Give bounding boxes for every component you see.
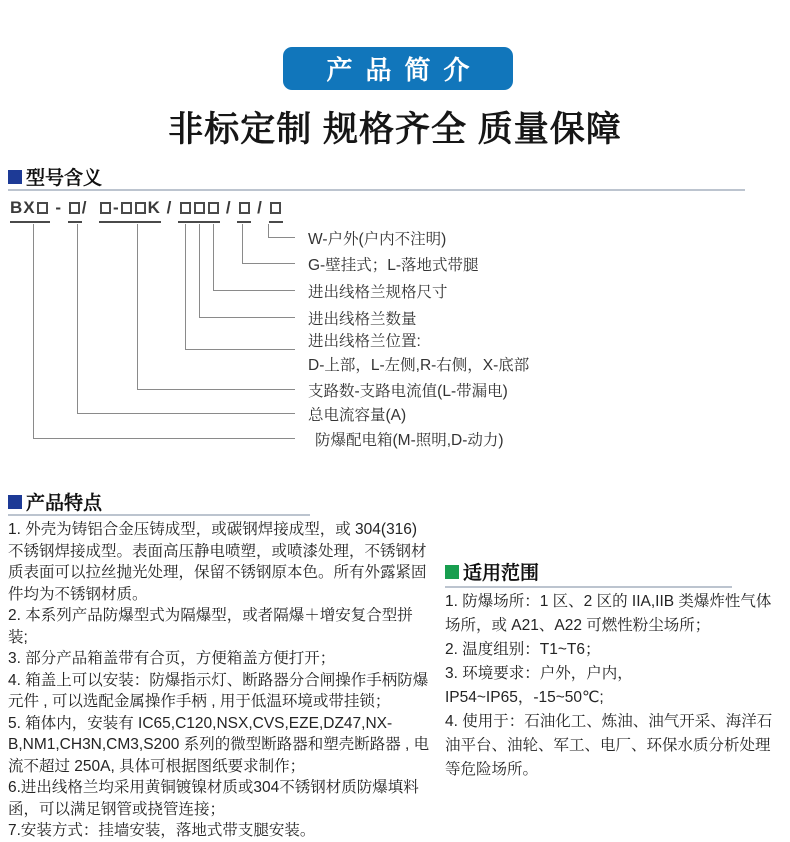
section-divider-features	[8, 514, 310, 516]
feature-item: 3. 部分产品箱盖带有合页，方便箱盖方便打开；	[8, 650, 336, 667]
section-heading-features: 产品特点	[26, 493, 103, 514]
connector-line	[137, 224, 138, 389]
connector-line	[185, 349, 295, 350]
page-title: 非标定制 规格齐全 质量保障	[168, 110, 622, 149]
scope-item: 2. 温度组别：T1~T6；	[445, 641, 601, 658]
scope-list	[445, 590, 777, 782]
model-label-gland-size: 进出线格兰规格尺寸	[308, 284, 448, 301]
scope-item: 3. 环境要求：户外，户内，IP54~IP65，-15~50℃;	[445, 665, 633, 706]
connector-line	[242, 263, 295, 264]
connector-line	[213, 290, 295, 291]
model-label-box-type: 防爆配电箱(M-照明,D-动力)	[315, 432, 504, 449]
navy-square-bullet-icon	[8, 495, 22, 509]
connector-line	[199, 317, 295, 318]
model-label-branch: 支路数-支路电流值(L-带漏电)	[308, 383, 508, 400]
model-label-gland-position: 进出线格兰位置:	[308, 333, 421, 350]
connector-line	[268, 224, 269, 237]
connector-line	[33, 438, 295, 439]
model-code: BX - / - K / / /	[10, 198, 283, 223]
connector-line	[242, 224, 243, 263]
feature-item: 5. 箱体内，安装有 IC65,C120,NSX,CVS,EZE,DZ47,NX-B,NM1,CH3N,CM3,S200 系列的微型断路器和塑壳断路器 , 电流不超过 250A, 具体可根据图纸要求制作；	[8, 714, 430, 775]
feature-item: 4. 箱盖上可以安装：防爆指示灯、断路器分合闸操作手柄防爆元件 , 可以选配金属操作手柄 , 用于低温环境或带挂锁；	[8, 671, 429, 710]
section-heading-scope: 适用范围	[463, 563, 540, 584]
green-square-bullet-icon	[445, 565, 459, 579]
feature-item: 2. 本系列产品防爆型式为隔爆型，或者隔爆＋增安复合型拼装;	[8, 607, 413, 646]
connector-line	[268, 237, 295, 238]
connector-line	[77, 413, 295, 414]
feature-item: 6.进出线格兰均采用黄铜镀镍材质或304不锈钢材质防爆填料函，可以满足钢管或挠管连接；	[8, 779, 419, 818]
model-label-gland-position-codes: D-上部，L-左侧,R-右侧，X-底部	[308, 357, 530, 374]
connector-line	[33, 224, 34, 438]
connector-line	[199, 224, 200, 317]
section-divider-scope	[445, 586, 732, 588]
connector-line	[185, 224, 186, 349]
scope-item: 4. 使用于：石油化工、炼油、油气开采、海洋石油平台、油轮、军工、电厂、环保水质分析处理等危险场所。	[445, 713, 773, 778]
model-label-total-current: 总电流容量(A)	[308, 407, 407, 424]
section-header-scope	[445, 558, 539, 585]
section-heading-model: 型号含义	[26, 168, 103, 189]
banner-title: 产品简介	[326, 55, 483, 85]
feature-item: 7.安装方式：挂墙安装，落地式带支腿安装。	[8, 822, 316, 839]
section-header-features	[8, 488, 102, 515]
connector-line	[77, 224, 78, 413]
scope-item: 1. 防爆场所：1 区、2 区的 IIA,IIB 类爆炸性气体场所，或 A21、A22 可燃性粉尘场所；	[445, 593, 772, 634]
feature-item: 1. 外壳为铸铝合金压铸成型，或碳钢焊接成型，或 304(316)不锈钢焊接成型。表面高压静电喷塑，或喷漆处理，不锈钢材质表面可以拉丝抛光处理，保留不锈钢原本色。所有外露紧固件均为不锈钢材质。	[8, 521, 427, 603]
connector-line	[213, 224, 214, 290]
features-list	[8, 519, 432, 842]
model-label-mounting: G-壁挂式；L-落地式带腿	[308, 257, 479, 274]
connector-line	[137, 389, 295, 390]
model-label-outdoor: W-户外(户内不注明)	[308, 231, 447, 248]
model-label-gland-qty: 进出线格兰数量	[308, 311, 417, 328]
